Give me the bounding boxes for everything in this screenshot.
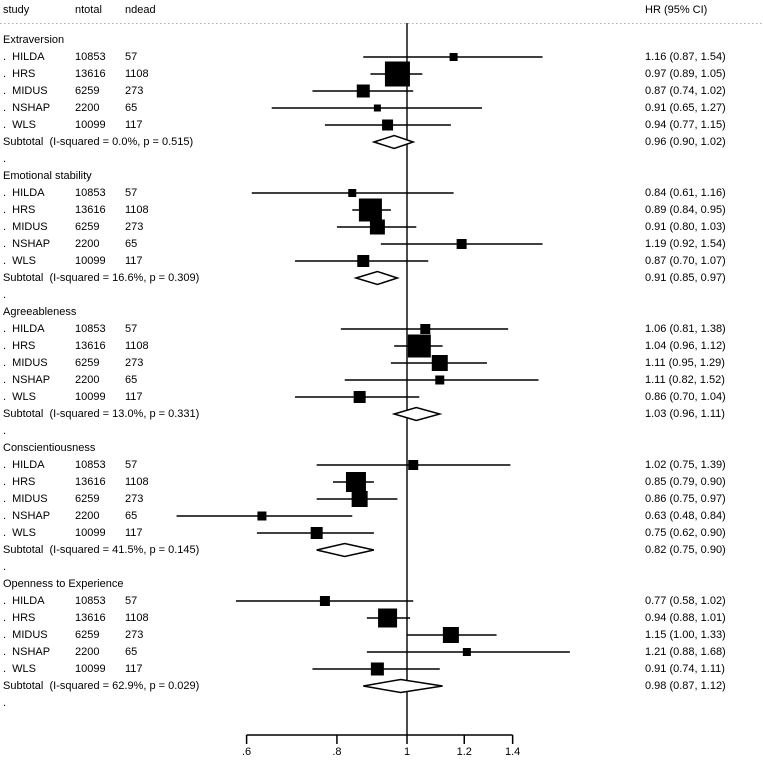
study-label: . HRS <box>3 611 36 624</box>
study-row <box>0 610 763 627</box>
ntotal-value: 2200 <box>75 101 100 114</box>
study-row <box>0 321 763 338</box>
separator-row <box>0 151 763 168</box>
section-title: Extraversion <box>3 33 65 46</box>
study-row <box>0 219 763 236</box>
ndead-value: 1108 <box>125 203 149 216</box>
ntotal-value: 13616 <box>75 203 106 216</box>
separator-row <box>0 423 763 440</box>
study-row <box>0 117 763 134</box>
ntotal-value: 6259 <box>75 356 100 369</box>
study-row <box>0 457 763 474</box>
ndead-value: 273 <box>125 220 144 233</box>
section-title-row <box>0 168 763 185</box>
x-tick-label: 1 <box>403 746 411 758</box>
hr-ci-value: 0.91 (0.65, 1.27) <box>645 101 726 114</box>
hr-ci-value: 1.03 (0.96, 1.11) <box>645 407 725 420</box>
separator-dot: . <box>3 560 7 573</box>
study-label: . HILDA <box>3 458 45 471</box>
ntotal-value: 10853 <box>75 186 106 199</box>
study-label: . HILDA <box>3 322 45 335</box>
column-header-study: study <box>3 4 30 16</box>
subtotal-row <box>0 542 763 559</box>
study-label: . HRS <box>3 339 36 352</box>
study-row <box>0 474 763 491</box>
hr-ci-value: 0.86 (0.70, 1.04) <box>645 390 726 403</box>
study-label: . HRS <box>3 475 36 488</box>
x-tick-label: 1.2 <box>456 746 472 758</box>
study-row <box>0 372 763 389</box>
separator-row <box>0 287 763 304</box>
hr-ci-value: 0.85 (0.79, 0.90) <box>645 475 726 488</box>
separator-row <box>0 559 763 576</box>
section-title-row <box>0 32 763 49</box>
subtotal-label: Subtotal (I-squared = 62.9%, p = 0.029) <box>3 679 200 692</box>
ntotal-value: 10853 <box>75 594 106 607</box>
ntotal-value: 13616 <box>75 67 106 80</box>
hr-ci-value: 0.77 (0.58, 1.02) <box>645 594 726 607</box>
separator-dot: . <box>3 696 7 709</box>
study-row <box>0 627 763 644</box>
ndead-value: 1108 <box>125 339 149 352</box>
study-label: . NSHAP <box>3 645 51 658</box>
study-row <box>0 355 763 372</box>
ndead-value: 57 <box>125 186 138 199</box>
hr-ci-value: 1.11 (0.95, 1.29) <box>645 356 725 369</box>
study-row <box>0 236 763 253</box>
ntotal-value: 2200 <box>75 645 100 658</box>
hr-ci-value: 0.87 (0.70, 1.07) <box>645 254 726 267</box>
study-label: . WLS <box>3 254 37 267</box>
ntotal-value: 2200 <box>75 237 100 250</box>
ndead-value: 57 <box>125 322 138 335</box>
study-row <box>0 100 763 117</box>
hr-ci-value: 1.19 (0.92, 1.54) <box>645 237 726 250</box>
ntotal-value: 10099 <box>75 390 106 403</box>
hr-ci-value: 0.82 (0.75, 0.90) <box>645 543 726 556</box>
study-label: . WLS <box>3 118 37 131</box>
study-row <box>0 253 763 270</box>
study-row <box>0 508 763 525</box>
subtotal-label: Subtotal (I-squared = 16.6%, p = 0.309) <box>3 271 200 284</box>
ntotal-value: 10853 <box>75 322 106 335</box>
study-row <box>0 202 763 219</box>
hr-ci-value: 0.91 (0.80, 1.03) <box>645 220 726 233</box>
ntotal-value: 2200 <box>75 373 100 386</box>
subtotal-row <box>0 678 763 695</box>
hr-ci-value: 0.86 (0.75, 0.97) <box>645 492 726 505</box>
section-title-row <box>0 576 763 593</box>
hr-ci-value: 0.94 (0.77, 1.15) <box>645 118 726 131</box>
hr-ci-value: 0.87 (0.74, 1.02) <box>645 84 726 97</box>
study-row <box>0 389 763 406</box>
ndead-value: 117 <box>125 526 143 539</box>
ndead-value: 57 <box>125 50 138 63</box>
study-row <box>0 185 763 202</box>
hr-ci-value: 1.16 (0.87, 1.54) <box>645 50 726 63</box>
section-title: Emotional stability <box>3 169 92 182</box>
hr-ci-value: 1.15 (1.00, 1.33) <box>645 628 726 641</box>
study-row <box>0 644 763 661</box>
ntotal-value: 10099 <box>75 254 106 267</box>
study-row <box>0 338 763 355</box>
hr-ci-value: 0.96 (0.90, 1.02) <box>645 135 726 148</box>
study-label: . MIDUS <box>3 220 48 233</box>
subtotal-label: Subtotal (I-squared = 41.5%, p = 0.145) <box>3 543 200 556</box>
ntotal-value: 13616 <box>75 611 106 624</box>
column-header-ntotal: ntotal <box>75 4 102 16</box>
section-title: Openness to Experience <box>3 577 124 590</box>
study-row <box>0 83 763 100</box>
study-label: . WLS <box>3 390 37 403</box>
ndead-value: 57 <box>125 458 138 471</box>
hr-ci-value: 1.21 (0.88, 1.68) <box>645 645 726 658</box>
hr-ci-value: 0.63 (0.48, 0.84) <box>645 509 726 522</box>
study-row <box>0 49 763 66</box>
hr-ci-value: 0.98 (0.87, 1.12) <box>645 679 726 692</box>
ndead-value: 273 <box>125 356 144 369</box>
column-header-row <box>0 2 763 19</box>
study-label: . MIDUS <box>3 492 48 505</box>
separator-dot: . <box>3 152 7 165</box>
ndead-value: 1108 <box>125 611 149 624</box>
subtotal-label: Subtotal (I-squared = 13.0%, p = 0.331) <box>3 407 200 420</box>
study-label: . MIDUS <box>3 356 48 369</box>
ndead-value: 117 <box>125 254 143 267</box>
ntotal-value: 10099 <box>75 118 106 131</box>
ndead-value: 65 <box>125 645 138 658</box>
ntotal-value: 10099 <box>75 662 106 675</box>
ndead-value: 65 <box>125 237 138 250</box>
ntotal-value: 6259 <box>75 492 100 505</box>
hr-ci-value: 1.06 (0.81, 1.38) <box>645 322 726 335</box>
ndead-value: 65 <box>125 509 138 522</box>
x-tick-label: 1.4 <box>504 746 521 758</box>
study-label: . NSHAP <box>3 509 51 522</box>
ndead-value: 273 <box>125 628 144 641</box>
hr-ci-value: 0.91 (0.74, 1.11) <box>645 662 725 675</box>
hr-ci-value: 1.04 (0.96, 1.12) <box>645 339 726 352</box>
ndead-value: 273 <box>125 492 144 505</box>
hr-ci-value: 0.89 (0.84, 0.95) <box>645 203 726 216</box>
study-label: . NSHAP <box>3 101 51 114</box>
hr-ci-value: 1.11 (0.82, 1.52) <box>645 373 725 386</box>
study-row <box>0 661 763 678</box>
study-label: . HRS <box>3 203 36 216</box>
ndead-value: 117 <box>125 662 143 675</box>
subtotal-row <box>0 270 763 287</box>
ntotal-value: 10099 <box>75 526 106 539</box>
ndead-value: 117 <box>125 118 143 131</box>
ntotal-value: 6259 <box>75 628 100 641</box>
section-title: Agreeableness <box>3 305 77 318</box>
study-label: . WLS <box>3 662 37 675</box>
study-row <box>0 525 763 542</box>
ndead-value: 1108 <box>125 67 149 80</box>
study-label: . HILDA <box>3 594 45 607</box>
hr-ci-value: 0.84 (0.61, 1.16) <box>645 186 726 199</box>
x-tick-label: .6 <box>242 746 252 758</box>
ntotal-value: 6259 <box>75 84 100 97</box>
separator-dot: . <box>3 424 7 437</box>
section-title-row <box>0 304 763 321</box>
separator-row <box>0 695 763 712</box>
hr-ci-value: 0.75 (0.62, 0.90) <box>645 526 726 539</box>
subtotal-row <box>0 134 763 151</box>
study-label: . MIDUS <box>3 84 48 97</box>
ndead-value: 1108 <box>125 475 149 488</box>
ntotal-value: 6259 <box>75 220 100 233</box>
study-label: . NSHAP <box>3 237 51 250</box>
study-label: . MIDUS <box>3 628 48 641</box>
study-row <box>0 491 763 508</box>
hr-ci-value: 0.97 (0.89, 1.05) <box>645 67 726 80</box>
study-label: . WLS <box>3 526 37 539</box>
subtotal-row <box>0 406 763 423</box>
ndead-value: 57 <box>125 594 138 607</box>
study-row <box>0 593 763 610</box>
ntotal-value: 13616 <box>75 475 106 488</box>
column-header-ndead: ndead <box>125 4 156 16</box>
study-label: . HILDA <box>3 50 45 63</box>
ntotal-value: 10853 <box>75 458 106 471</box>
study-label: . NSHAP <box>3 373 51 386</box>
section-title-row <box>0 440 763 457</box>
x-tick-label: .8 <box>332 746 342 758</box>
study-label: . HILDA <box>3 186 45 199</box>
ntotal-value: 13616 <box>75 339 106 352</box>
study-row <box>0 66 763 83</box>
subtotal-label: Subtotal (I-squared = 0.0%, p = 0.515) <box>3 135 194 148</box>
ntotal-value: 10853 <box>75 50 106 63</box>
hr-ci-value: 0.91 (0.85, 0.97) <box>645 271 726 284</box>
section-title: Conscientiousness <box>3 441 96 454</box>
ntotal-value: 2200 <box>75 509 100 522</box>
ndead-value: 117 <box>125 390 143 403</box>
ndead-value: 65 <box>125 373 138 386</box>
hr-ci-value: 0.94 (0.88, 1.01) <box>645 611 726 624</box>
separator-dot: . <box>3 288 7 301</box>
ndead-value: 273 <box>125 84 144 97</box>
ndead-value: 65 <box>125 101 138 114</box>
study-label: . HRS <box>3 67 36 80</box>
hr-ci-value: 1.02 (0.75, 1.39) <box>645 458 726 471</box>
column-header-hr-ci: HR (95% CI) <box>645 4 708 16</box>
